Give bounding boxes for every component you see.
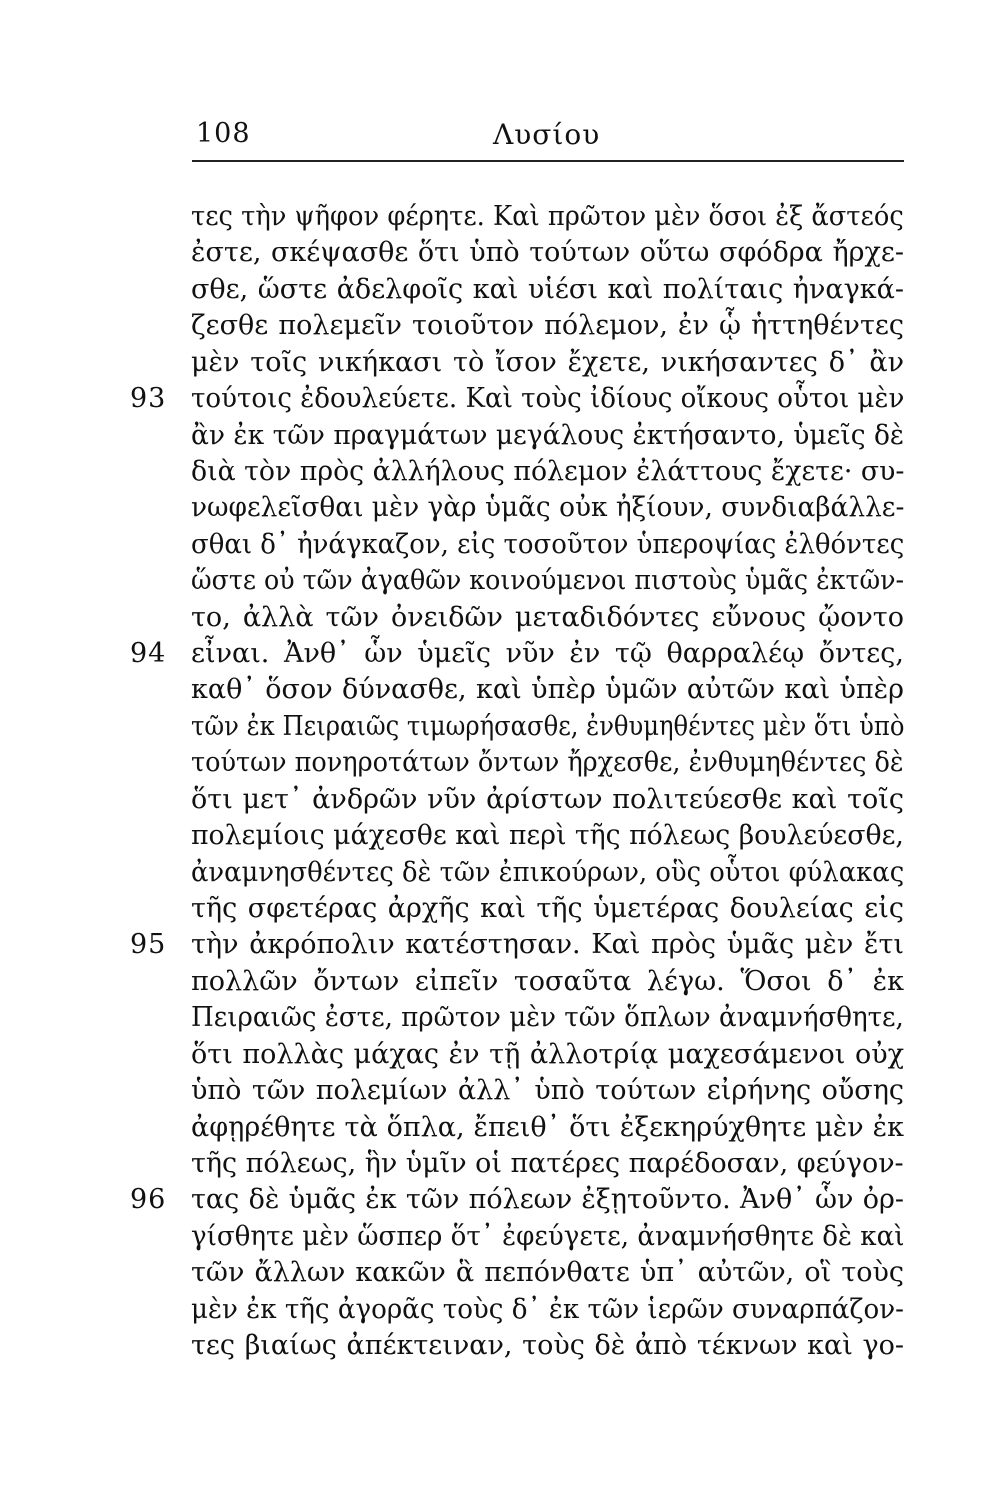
line-text: διὰ τὸν πρὸς ἀλλήλους πόλεμον ἐλάττους ἔχετε· συ- bbox=[191, 455, 905, 487]
line-text: ὑπὸ τῶν πολεμίων ἀλλ᾽ ὑπὸ τούτων εἰρήνης οὔσης bbox=[191, 1075, 904, 1107]
text-line bbox=[0, 964, 987, 1000]
text-line bbox=[0, 672, 987, 708]
text-line bbox=[0, 927, 987, 963]
text-line bbox=[0, 782, 987, 818]
text-line bbox=[0, 745, 987, 781]
line-text: γίσθητε μὲν ὥσπερ ὅτ᾽ ἐφεύγετε, ἀναμνήσθητε δὲ καὶ bbox=[191, 1220, 905, 1252]
text-line bbox=[0, 490, 987, 526]
text-line bbox=[0, 381, 987, 417]
text-line bbox=[0, 1182, 987, 1218]
line-text: τες βιαίως ἀπέκτειναν, τοὺς δὲ ἀπὸ τέκνων καὶ γο- bbox=[191, 1330, 904, 1362]
section-number: 95 bbox=[130, 929, 167, 961]
line-text: ἀφῃρέθητε τὰ ὅπλα, ἔπειθ᾽ ὅτι ἐξεκηρύχθητε μὲν ἐκ bbox=[191, 1111, 904, 1143]
line-text: ὅτι πολλὰς μάχας ἐν τῇ ἀλλοτρίᾳ μαχεσάμενοι οὐχ bbox=[191, 1038, 904, 1070]
line-text: νωφελεῖσθαι μὲν γὰρ ὑμᾶς οὐκ ἠξίουν, συνδιαβάλλε- bbox=[191, 492, 905, 524]
text-line bbox=[0, 1146, 987, 1182]
text-line bbox=[0, 418, 987, 454]
line-text: μὲν ἐκ τῆς ἀγορᾶς τοὺς δ᾽ ἐκ τῶν ἱερῶν συναρπάζον- bbox=[191, 1293, 904, 1325]
line-text: τῆς σφετέρας ἀρχῆς καὶ τῆς ὑμετέρας δουλείας εἰς bbox=[191, 893, 904, 925]
text-line bbox=[0, 1110, 987, 1146]
line-text: καθ᾽ ὅσον δύνασθε, καὶ ὑπὲρ ὑμῶν αὐτῶν καὶ ὑπὲρ bbox=[191, 674, 904, 706]
text-line bbox=[0, 563, 987, 599]
text-line bbox=[0, 1037, 987, 1073]
line-text: τούτοις ἐδουλεύετε. Καὶ τοὺς ἰδίους οἴκους οὗτοι μὲν bbox=[191, 383, 905, 415]
line-text: ζεσθε πολεμεῖν τοιοῦτον πόλεμον, ἐν ᾧ ἡττηθέντες bbox=[191, 310, 904, 342]
line-text: πολλῶν ὄντων εἰπεῖν τοσαῦτα λέγω. Ὅσοι δ᾽ ἐκ bbox=[191, 965, 904, 997]
line-text: ὥστε οὐ τῶν ἀγαθῶν κοινούμενοι πιστοὺς ὑμᾶς ἐκτῶν- bbox=[191, 565, 905, 597]
section-number: 93 bbox=[130, 383, 167, 415]
line-text: Πειραιῶς ἐστε, πρῶτον μὲν τῶν ὅπλων ἀναμνήσθητε, bbox=[191, 1002, 904, 1034]
text-line bbox=[0, 199, 987, 235]
text-line bbox=[0, 1328, 987, 1364]
text-line bbox=[0, 709, 987, 745]
text-line bbox=[0, 1255, 987, 1291]
line-text: τας δὲ ὑμᾶς ἐκ τῶν πόλεων ἐξῃτοῦντο. Ἀνθ᾽ ὧν ὀρ- bbox=[191, 1184, 904, 1216]
line-text: ἂν ἐκ τῶν πραγμάτων μεγάλους ἐκτήσαντο, ὑμεῖς δὲ bbox=[191, 419, 905, 451]
section-number: 96 bbox=[130, 1184, 167, 1216]
body-text bbox=[0, 199, 987, 1365]
line-text: πολεμίοις μάχεσθε καὶ περὶ τῆς πόλεως βουλεύεσθε, bbox=[191, 820, 904, 852]
text-line bbox=[0, 600, 987, 636]
line-text: τῆς πόλεως, ἣν ὑμῖν οἱ πατέρες παρέδοσαν, φεύγον- bbox=[191, 1147, 904, 1179]
text-line bbox=[0, 235, 987, 271]
header-rule bbox=[192, 160, 904, 162]
running-head: Λυσίου bbox=[493, 118, 601, 151]
line-text: τῶν ἄλλων κακῶν ἃ πεπόνθατε ὑπ᾽ αὐτῶν, οἳ τοὺς bbox=[191, 1257, 904, 1289]
line-text: εἶναι. Ἀνθ᾽ ὧν ὑμεῖς νῦν ἐν τῷ θαρραλέῳ ὄντες, bbox=[191, 638, 904, 670]
text-line bbox=[0, 1292, 987, 1328]
text-line bbox=[0, 308, 987, 344]
text-line bbox=[0, 855, 987, 891]
line-text: ὅτι μετ᾽ ἀνδρῶν νῦν ἀρίστων πολιτεύεσθε καὶ τοῖς bbox=[191, 783, 904, 815]
text-line bbox=[0, 636, 987, 672]
text-line bbox=[0, 527, 987, 563]
text-line bbox=[0, 891, 987, 927]
text-line bbox=[0, 818, 987, 854]
line-text: σθαι δ᾽ ἠνάγκαζον, εἰς τοσοῦτον ὑπεροψίας ἐλθόντες bbox=[191, 528, 905, 560]
text-line bbox=[0, 272, 987, 308]
text-line bbox=[0, 1073, 987, 1109]
line-text: τῶν ἐκ Πειραιῶς τιμωρήσασθε, ἐνθυμηθέντες μὲν ὅτι ὑπὸ bbox=[191, 710, 905, 742]
line-text: τες τὴν ψῆφον φέρητε. Καὶ πρῶτον μὲν ὅσοι ἐξ ἄστεός bbox=[191, 201, 904, 232]
line-text: μὲν τοῖς νικήκασι τὸ ἴσον ἔχετε, νικήσαντες δ᾽ ἂν bbox=[191, 346, 904, 378]
page-number: 108 bbox=[196, 118, 251, 149]
section-number: 94 bbox=[130, 638, 167, 670]
line-text: σθε, ὥστε ἀδελφοῖς καὶ υἱέσι καὶ πολίταις ἠναγκά- bbox=[191, 273, 904, 305]
line-text: τούτων πονηροτάτων ὄντων ἤρχεσθε, ἐνθυμηθέντες δὲ bbox=[191, 747, 904, 779]
line-text: ἀναμνησθέντες δὲ τῶν ἐπικούρων, οὓς οὗτοι φύλακας bbox=[191, 856, 905, 888]
line-text: ἐστε, σκέψασθε ὅτι ὑπὸ τούτων οὕτω σφόδρα ἤρχε- bbox=[191, 237, 904, 269]
text-line bbox=[0, 345, 987, 381]
text-line bbox=[0, 1000, 987, 1036]
text-line bbox=[0, 1219, 987, 1255]
text-line bbox=[0, 454, 987, 490]
line-text: το, ἀλλὰ τῶν ὀνειδῶν μεταδιδόντες εὔνους ᾤοντο bbox=[191, 601, 904, 633]
line-text: τὴν ἀκρόπολιν κατέστησαν. Καὶ πρὸς ὑμᾶς μὲν ἔτι bbox=[191, 929, 904, 961]
